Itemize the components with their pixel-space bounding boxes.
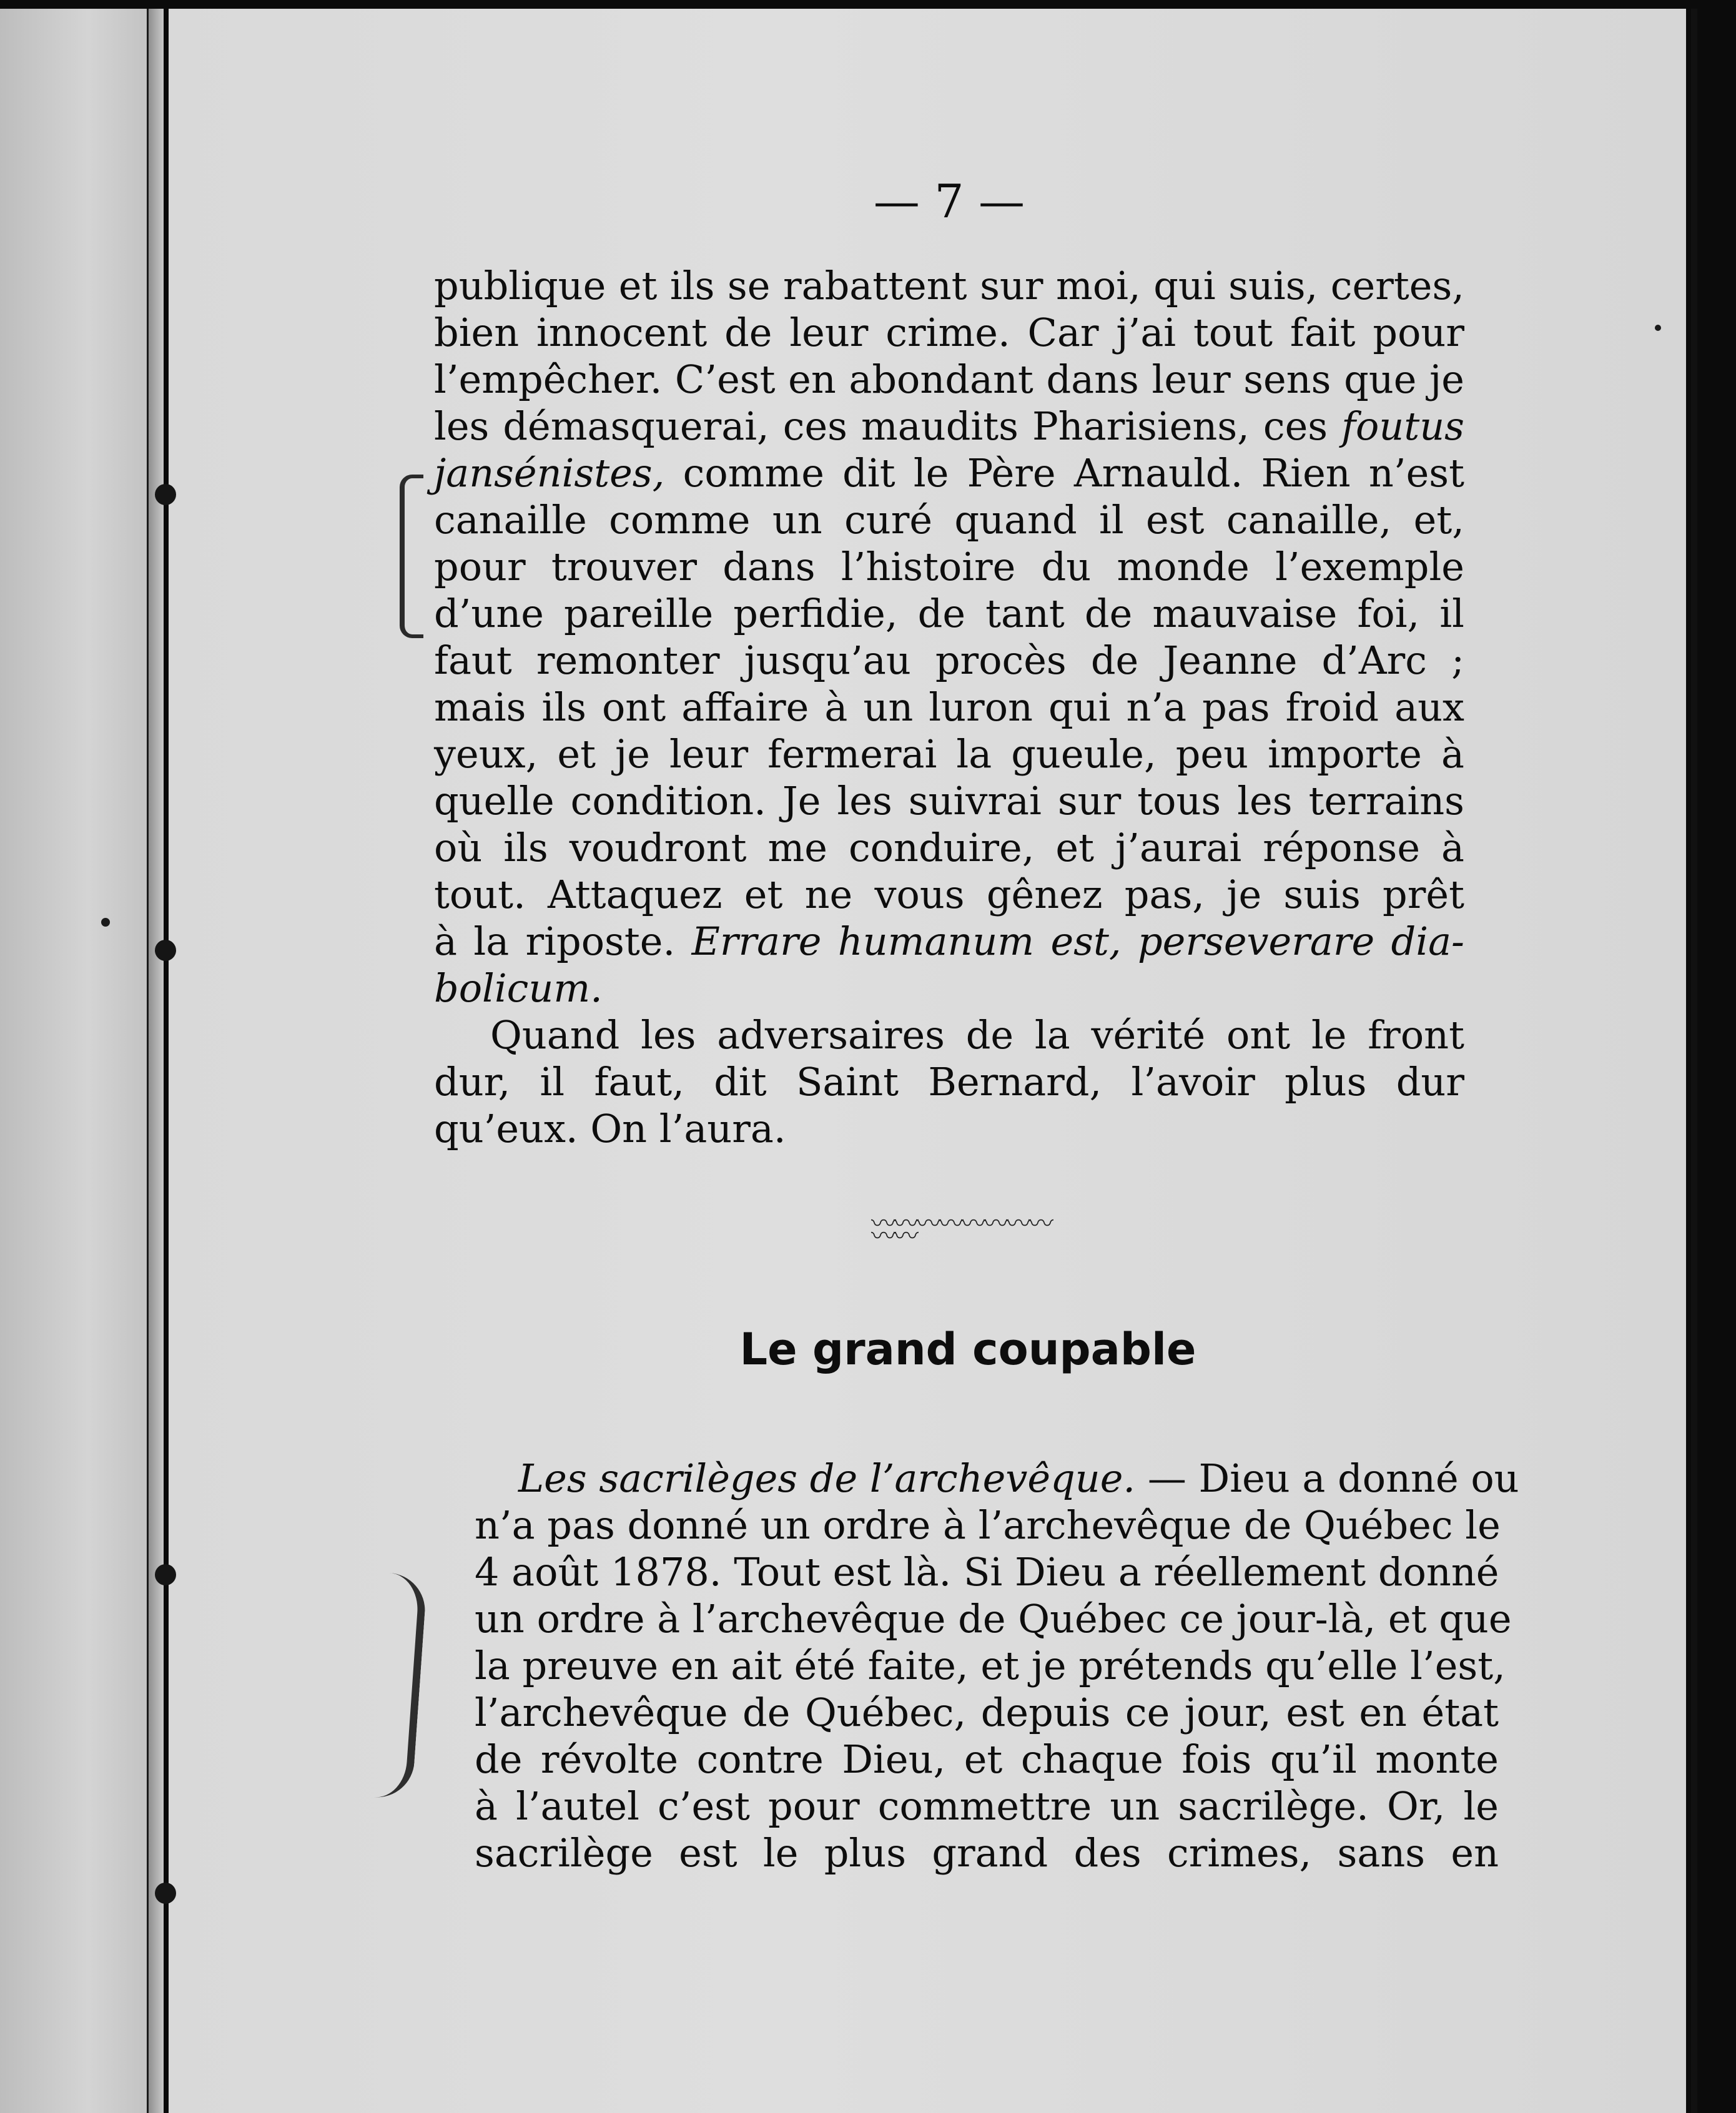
speck — [101, 918, 110, 927]
text-line: de révolte contre Dieu, et chaque fois qu’il monte — [475, 1736, 1499, 1782]
text-line: 4 août 1878. Tout est là. Si Dieu a réellement donné — [475, 1549, 1499, 1595]
text-line: dur, il faut, dit Saint Bernard, l’avoir plus dur — [434, 1059, 1464, 1105]
pencil-bracket-mark — [400, 475, 423, 638]
right-edge-line — [1691, 0, 1697, 2113]
text-line: faut remonter jusqu’au procès de Jeanne d’Arc ; — [434, 638, 1464, 683]
text-line: yeux, et je leur fermerai la gueule, peu importe à — [434, 731, 1464, 777]
text-line: bien innocent de leur crime. Car j’ai tout fait pour — [434, 310, 1464, 355]
text-line — [475, 1455, 1519, 1502]
text-line: où ils voudront me conduire, et j’aurai réponse à — [434, 825, 1464, 870]
text-line — [434, 403, 1464, 450]
italic-word: foutus — [1341, 403, 1464, 449]
paragraph-3 — [475, 1455, 1519, 1876]
text-line — [434, 450, 1464, 496]
text-line: canaille comme un curé quand il est canaille, et, — [434, 497, 1464, 543]
section-ornament: 〰〰〰〰〰〰〰〰〰〰 — [871, 1209, 1051, 1251]
text-line: un ordre à l’archevêque de Québec ce jour-là, et que — [475, 1596, 1512, 1642]
binding-line — [164, 0, 169, 2113]
stitch-hole — [155, 940, 176, 961]
text-line: à l’autel c’est pour commettre un sacrilège. Or, le — [475, 1783, 1499, 1829]
text-line: d’une pareille perfidie, de tant de mauvaise foi, il — [434, 591, 1464, 636]
italic-word: jansénistes, — [434, 450, 665, 496]
italic-quote: bolicum. — [434, 965, 603, 1011]
stitch-hole — [155, 1883, 176, 1904]
facing-page-edge — [0, 0, 150, 2113]
text-line — [434, 965, 1464, 1012]
text-line: la preuve en ait été faite, et je prétends qu’elle l’est, — [475, 1643, 1506, 1688]
top-edge — [0, 0, 1736, 9]
text-line: tout. Attaquez et ne vous gênez pas, je suis prêt — [434, 872, 1464, 917]
text-line: mais ils ont affaire à un luron qui n’a pas froid aux — [434, 684, 1464, 730]
stitch-hole — [155, 484, 176, 505]
section-heading: Le grand coupable — [739, 1324, 1196, 1375]
text-segment: les démasquerai, ces maudits Pharisiens, ces — [434, 403, 1328, 449]
text-line: Quand les adversaires de la vérité ont le front — [490, 1012, 1464, 1058]
text-line: l’archevêque de Québec, depuis ce jour, est en état — [475, 1690, 1499, 1735]
italic-lead: Les sacrilèges de l’archevêque. — [518, 1455, 1136, 1501]
page-number: — 7 — — [873, 175, 1025, 229]
stitch-hole — [155, 1564, 176, 1585]
text-line: n’a pas donné un ordre à l’archevêque de Québec le — [475, 1502, 1501, 1548]
text-line: sacrilège est le plus grand des crimes, sans en — [475, 1830, 1499, 1876]
paragraph-1 — [434, 262, 1464, 1152]
text-segment: comme dit le Père Arnauld. Rien n’est — [683, 450, 1464, 496]
text-line: pour trouver dans l’histoire du monde l’exemple — [434, 544, 1464, 589]
text-line: publique et ils se rabattent sur moi, qui suis, certes, — [434, 263, 1464, 308]
gutter-shadow — [149, 0, 164, 2113]
text-line: qu’eux. On l’aura. — [434, 1106, 786, 1151]
speck — [1655, 325, 1661, 331]
text-segment: — Dieu a donné ou — [1147, 1455, 1519, 1501]
text-line: quelle condition. Je les suivrai sur tous les terrains — [434, 778, 1464, 824]
text-line: l’empêcher. C’est en abondant dans leur sens que je — [434, 357, 1464, 402]
text-segment: à la riposte. — [434, 919, 676, 964]
italic-quote: Errare humanum est, perseverare dia- — [691, 919, 1464, 964]
text-line — [434, 918, 1464, 965]
